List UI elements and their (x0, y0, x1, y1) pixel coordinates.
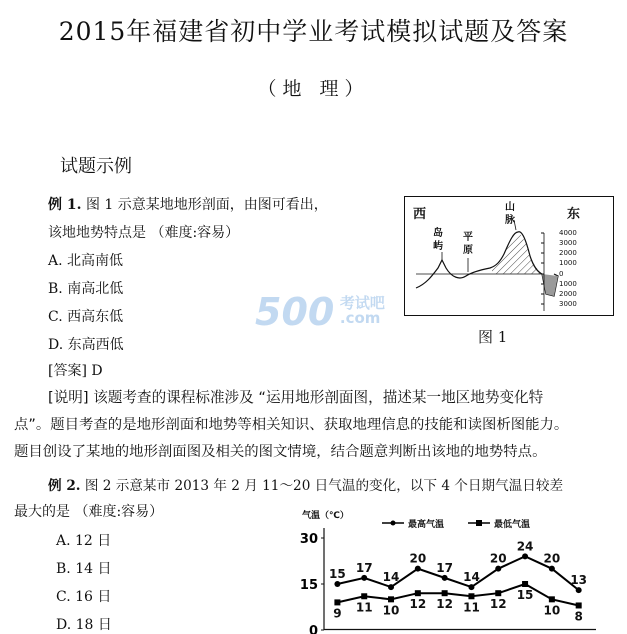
series-line-0 (337, 556, 578, 590)
data-label: 24 (516, 539, 534, 554)
series-line-1 (337, 584, 578, 605)
q1-explanation-line3: 题目创设了某地的地形剖面图及相关的图文情境，结合题意判断出该地的地势特点。 (14, 444, 547, 460)
legend-label: 最低气温 (494, 520, 531, 530)
scale-tick: 1000 (559, 259, 577, 267)
legend-marker (476, 520, 482, 526)
series-point (549, 566, 555, 572)
q2-option-c: C. 16 日 (56, 589, 112, 605)
chart-legend (382, 518, 531, 530)
series-point (522, 581, 528, 587)
q1-option-d: D. 东高西低 (48, 337, 124, 353)
q2-option-b: B. 14 日 (56, 561, 112, 577)
figure1-caption: 图 1 (478, 328, 508, 346)
label-mountain: 山 (505, 202, 515, 213)
data-label: 11 (355, 600, 373, 615)
series-point (495, 590, 501, 596)
watermark-domain: .com (339, 309, 381, 327)
y-tick-label: 30 (299, 532, 318, 547)
label-plain: 原 (463, 245, 473, 256)
y-tick-label: 15 (299, 578, 318, 593)
series-point (576, 587, 582, 593)
series-point (522, 553, 528, 559)
q2-option-a: A. 12 日 (56, 533, 112, 549)
data-label: 15 (329, 567, 346, 581)
q1-stem-line2: 该地地势特点是 （难度:容易） (48, 225, 240, 241)
q2-label: 例 2. (48, 478, 81, 494)
scale-tick: 0 (559, 270, 564, 278)
data-label: 12 (409, 597, 427, 612)
series-point (415, 566, 421, 572)
series-point (334, 599, 340, 605)
data-label: 20 (489, 551, 507, 566)
label-west: 西 (413, 207, 427, 222)
series-point (549, 596, 555, 602)
scale-tick: 3000 (559, 239, 577, 247)
data-label: 17 (355, 560, 373, 575)
page-subtitle: （地 理） (257, 78, 370, 100)
data-label: 10 (543, 603, 561, 618)
q1-stem-line1 (48, 194, 328, 214)
q1-answer: [答案] D (48, 363, 103, 379)
section-title: 试题示例 (60, 156, 132, 177)
y-tick-label: 0 (308, 624, 318, 634)
label-island: 岛 (433, 228, 443, 239)
label-island: 屿 (433, 241, 443, 252)
series-point (415, 590, 421, 596)
scale-tick: 2000 (559, 249, 577, 257)
series-point (442, 575, 448, 581)
q2-stem-line2: 最大的是 （难度:容易） (14, 504, 164, 520)
scale-tick: 1000 (559, 280, 577, 288)
scale-tick: 3000 (559, 300, 577, 308)
data-label: 10 (382, 603, 400, 618)
data-label: 9 (333, 606, 342, 621)
q1-option-a: A. 北高南低 (48, 253, 124, 269)
series-point (388, 596, 394, 602)
q1-stem-text: 图 1 示意某地地形剖面，由图可看出， (85, 197, 328, 213)
label-east: 东 (567, 207, 581, 222)
watermark-number: 500 (255, 290, 335, 334)
chart-series (329, 539, 587, 623)
series-point (388, 584, 394, 590)
data-label: 20 (543, 551, 561, 566)
terrain-profile-figure (404, 196, 614, 316)
series-point (468, 593, 474, 599)
legend-label: 最高气温 (408, 520, 445, 530)
q2-option-d: D. 18 日 (56, 617, 112, 633)
data-label: 17 (436, 560, 453, 575)
q1-option-c: C. 西高东低 (48, 309, 124, 325)
q1-explanation-line2: 点”。题目考查的是地形剖面和地势等相关知识、获取地理信息的技能和读图析图能力。 (14, 417, 569, 433)
chart-axes (300, 528, 596, 634)
q2-stem-text: 图 2 示意某市 2013 年 2 月 11～20 日气温的变化，以下 4 个日期气温日较差 (84, 478, 564, 494)
label-mountain: 脉 (505, 215, 515, 226)
series-point (576, 602, 582, 608)
scale-tick: 4000 (559, 229, 577, 237)
data-label: 14 (382, 570, 400, 585)
data-label: 12 (489, 597, 507, 612)
q1-explanation-line1: [说明] 该题考查的课程标准涉及 “运用地形剖面图，描述某一地区地势变化特 (48, 389, 544, 406)
data-label: 14 (463, 570, 480, 585)
page-title: 2015年福建省初中学业考试模拟试题及答案 (58, 17, 569, 46)
data-label: 8 (574, 609, 583, 624)
series-point (334, 581, 340, 587)
data-label: 15 (516, 588, 534, 602)
data-label: 11 (463, 600, 480, 615)
series-point (361, 575, 367, 581)
watermark-logo (255, 290, 385, 334)
series-point (361, 593, 367, 599)
series-point (495, 566, 501, 572)
series-point (468, 584, 474, 590)
scale-tick: 2000 (559, 290, 577, 298)
chart-ylabel: 气温（℃） (302, 511, 349, 521)
temperature-line-chart (296, 506, 616, 634)
label-plain: 平 (463, 232, 473, 243)
watermark-text: 考试吧 (339, 294, 385, 312)
series-point (442, 590, 448, 596)
data-label: 13 (570, 573, 588, 588)
q1-label: 例 1. (48, 197, 82, 213)
data-label: 20 (409, 551, 427, 566)
legend-marker (391, 521, 396, 526)
data-label: 12 (436, 597, 453, 612)
q1-option-b: B. 南高北低 (48, 281, 124, 297)
q2-stem-line1 (48, 474, 563, 494)
